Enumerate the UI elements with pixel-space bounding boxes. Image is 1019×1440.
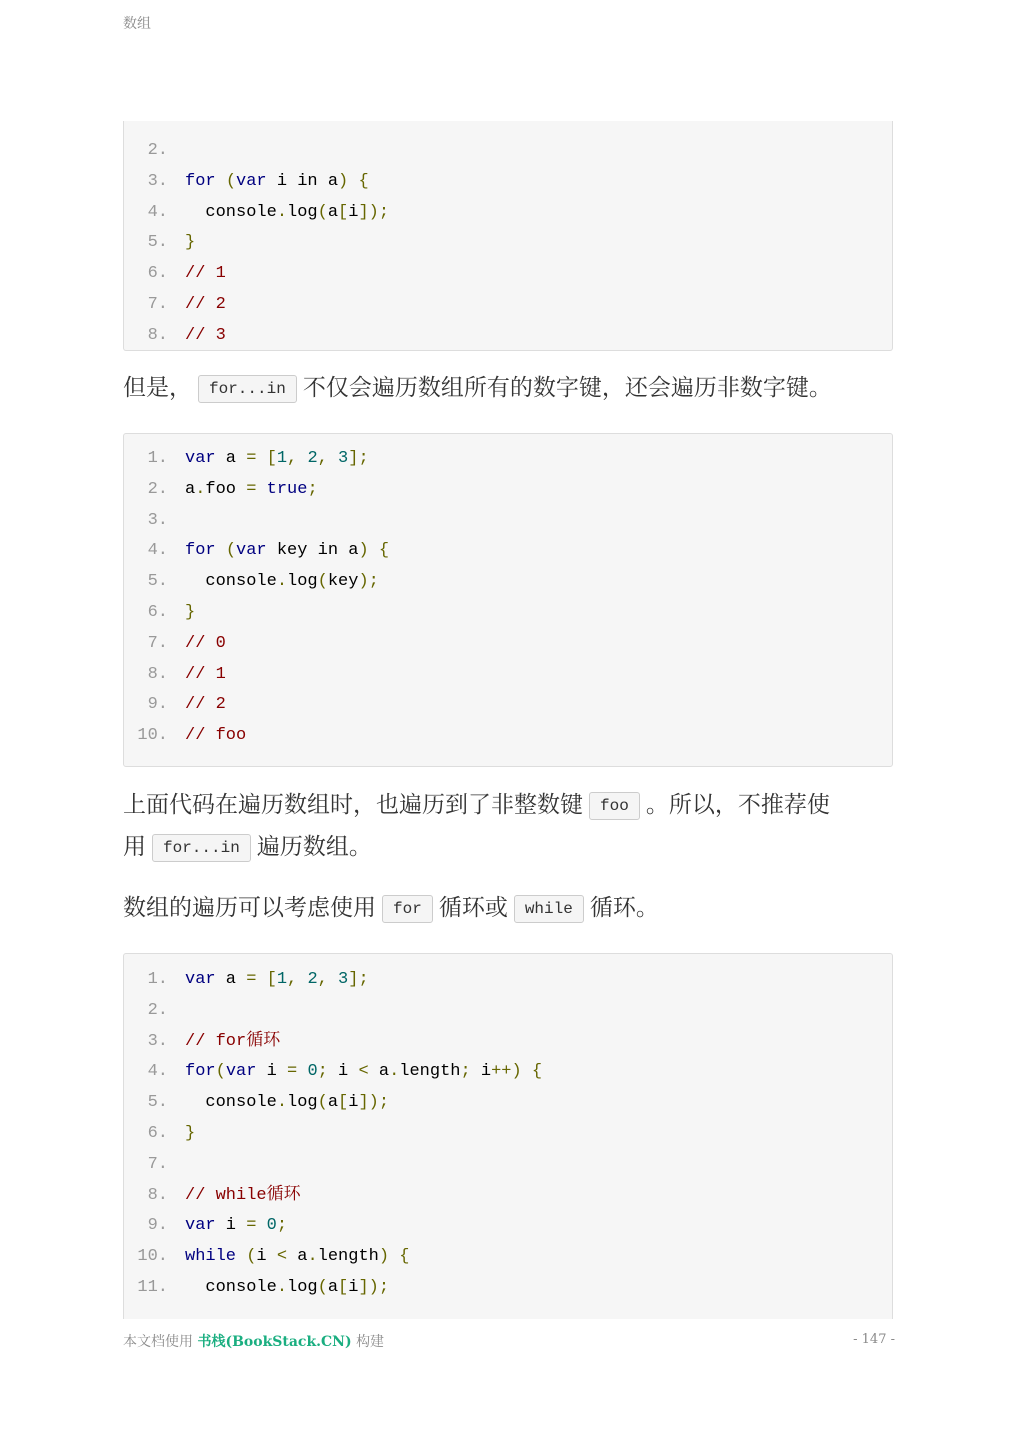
code-token: // 2 [185, 695, 226, 715]
code-token: console [185, 202, 277, 222]
code-token: , [287, 449, 298, 468]
code-token: // for循环 [185, 1031, 281, 1051]
code-token: log [287, 1278, 318, 1297]
code-token: i [256, 1062, 288, 1082]
code-text [185, 1211, 287, 1241]
paragraph [123, 887, 895, 929]
code-text [185, 660, 226, 690]
code-token [256, 970, 266, 989]
code-token: log [287, 572, 318, 592]
code-token: for [185, 1062, 216, 1082]
code-token: ; [307, 479, 318, 499]
line-number: 6. [147, 1124, 168, 1143]
inline-code: for...in [152, 834, 251, 862]
code-token [369, 541, 379, 560]
code-token: a [327, 202, 339, 222]
code-token: var [225, 1062, 257, 1082]
line-number: 8. [147, 1185, 168, 1205]
code-token: log [287, 1093, 318, 1113]
code-token: 0 [307, 1062, 318, 1082]
code-text [185, 721, 246, 751]
code-token: i [327, 1062, 359, 1082]
paragraph-text: 不仅会遍历数组所有的数字键，还会遍历非数字键。 [302, 375, 832, 401]
footer-suffix: 构建 [356, 1334, 385, 1350]
line-number: 4. [147, 541, 168, 561]
code-token: i [348, 1093, 359, 1113]
code-text [185, 475, 318, 505]
code-token: . [307, 1247, 318, 1267]
code-token [297, 970, 307, 989]
code-token: . [276, 1093, 288, 1113]
code-text [185, 1181, 301, 1211]
paragraph-text: 但是， [123, 375, 192, 401]
code-token: while [185, 1247, 237, 1267]
code-token: , [287, 970, 298, 989]
code-token: < [276, 1247, 288, 1267]
code-token: a [185, 479, 196, 499]
line-number: 4. [147, 1062, 168, 1082]
paragraph-text: 上面代码在遍历数组时，也遍历到了非整数键 [123, 792, 583, 818]
code-token: key [327, 572, 359, 592]
code-token: console [185, 1093, 277, 1113]
code-token: for [185, 171, 216, 191]
code-token: var [236, 541, 267, 561]
code-token: true [266, 479, 308, 499]
code-token: i [215, 1216, 247, 1236]
line-number: 5. [147, 1093, 168, 1113]
code-token: // 0 [185, 633, 226, 653]
code-token: [ [266, 449, 277, 468]
code-token: ( [246, 1247, 257, 1267]
code-token: ; [317, 1062, 328, 1082]
code-token: i [348, 202, 359, 222]
code-token: { [399, 1247, 410, 1267]
code-token: 2 [307, 449, 318, 468]
code-token: 1 [276, 970, 288, 989]
line-number: 6. [147, 603, 168, 622]
code-token: = [246, 449, 257, 468]
code-text [185, 567, 379, 597]
paragraph-text: 遍历数组。 [256, 834, 372, 860]
line-number: 2. [147, 1000, 168, 1020]
code-token [297, 1062, 307, 1081]
code-token: ]); [358, 1093, 390, 1113]
line-number: 9. [147, 1216, 168, 1236]
code-token: i in a [266, 171, 339, 191]
code-token: foo [205, 479, 247, 499]
code-token: } [185, 1124, 196, 1143]
line-number: 1. [147, 449, 168, 468]
code-token: < [358, 1062, 369, 1082]
code-token: console [185, 1278, 277, 1297]
code-text [185, 1119, 195, 1149]
code-text [185, 965, 369, 995]
code-token: ]); [358, 202, 390, 222]
code-token [389, 1247, 399, 1266]
paragraph-text: 循环。 [589, 895, 659, 921]
code-text [185, 1273, 389, 1303]
code-token: ( [317, 1278, 328, 1297]
line-number: 10. [137, 726, 168, 746]
code-text [185, 690, 226, 720]
line-number: 7. [147, 295, 168, 314]
page-header-title: 数组 [123, 16, 151, 32]
code-token: ]; [348, 970, 369, 989]
code-token: ( [215, 1062, 226, 1082]
code-token: a [215, 970, 247, 989]
code-token: [ [338, 202, 349, 222]
code-token: ( [317, 1093, 328, 1113]
code-text [185, 1242, 409, 1272]
code-token: . [276, 202, 288, 222]
code-token: console [185, 572, 277, 592]
code-token: , [317, 970, 328, 989]
code-token: var [185, 970, 216, 989]
code-block [123, 121, 893, 351]
code-token: . [389, 1062, 400, 1082]
code-token: = [246, 970, 257, 989]
code-token: ; [276, 1216, 288, 1236]
paragraph [123, 367, 895, 409]
paragraph [123, 784, 895, 868]
code-token: ( [225, 171, 237, 191]
inline-code: foo [589, 792, 640, 820]
code-token [216, 172, 226, 191]
code-token: length [399, 1062, 461, 1082]
code-block [123, 433, 893, 767]
line-number: 8. [147, 325, 168, 345]
code-token: // 1 [185, 664, 226, 684]
code-token: 0 [266, 1216, 277, 1236]
code-token: . [276, 1278, 288, 1297]
paragraph-text: 。所以，不推荐使 [645, 792, 830, 818]
code-token: key in a [266, 541, 359, 561]
code-block [123, 953, 893, 1319]
code-text [185, 629, 226, 659]
line-number: 2. [147, 479, 168, 499]
line-number: 5. [147, 233, 168, 253]
code-token: = [246, 1216, 257, 1236]
code-token: a [215, 449, 247, 468]
code-token [256, 1216, 266, 1235]
code-token: ( [225, 541, 237, 561]
code-text [185, 321, 226, 351]
line-number: 5. [147, 572, 168, 592]
code-token: // 3 [185, 325, 226, 345]
paragraph-text: 数组的遍历可以考虑使用 [123, 895, 376, 921]
code-token [522, 1062, 532, 1081]
line-number: 3. [147, 510, 168, 530]
code-token: // foo [185, 726, 247, 746]
code-token: { [378, 541, 390, 561]
line-number: 9. [147, 695, 168, 715]
code-token: var [185, 1216, 216, 1236]
code-text [185, 290, 226, 320]
footer-credit [123, 1331, 384, 1351]
code-token: [ [338, 1278, 349, 1297]
code-token: ) [338, 171, 349, 191]
line-number: 6. [147, 264, 168, 284]
code-token: var [236, 171, 267, 191]
line-number: 8. [147, 664, 168, 684]
code-token: a [327, 1093, 339, 1113]
footer-brand-link[interactable]: 书栈(BookStack.CN) [197, 1334, 352, 1350]
code-token [236, 1247, 246, 1266]
inline-code: for [382, 895, 433, 923]
code-token: 3 [338, 449, 349, 468]
code-token [256, 449, 266, 468]
code-token: [ [266, 970, 277, 989]
inline-code: while [514, 895, 584, 923]
line-number: 2. [147, 141, 168, 160]
code-token [216, 541, 226, 560]
code-token: ; [460, 1062, 471, 1082]
code-token: ( [317, 202, 328, 222]
code-token: a [327, 1278, 339, 1297]
code-token: [ [338, 1093, 349, 1113]
code-token: { [358, 171, 369, 191]
line-number: 3. [147, 1031, 168, 1051]
inline-code: for...in [198, 375, 297, 403]
line-number: 7. [147, 633, 168, 653]
code-token: { [531, 1062, 543, 1082]
line-number: 10. [137, 1247, 168, 1267]
code-token: = [287, 1062, 298, 1082]
code-token: ]); [358, 1278, 390, 1297]
code-token: ]; [348, 449, 369, 468]
code-token: ) [358, 541, 369, 561]
code-text [185, 228, 195, 258]
code-token: i [348, 1278, 359, 1297]
line-number: 3. [147, 171, 168, 191]
code-token: // 2 [185, 295, 226, 314]
code-token: a [287, 1247, 308, 1267]
code-token: , [317, 449, 328, 468]
code-text [185, 536, 389, 566]
line-number: 11. [137, 1278, 168, 1297]
code-token: i [470, 1062, 492, 1082]
code-token: = [246, 479, 257, 499]
code-token: // 1 [185, 264, 226, 284]
code-token [328, 970, 338, 989]
code-text [185, 598, 195, 628]
line-number: 4. [147, 202, 168, 222]
code-token: 1 [276, 449, 288, 468]
footer-prefix: 本文档使用 [123, 1334, 193, 1350]
page-number: - 147 - [853, 1332, 895, 1347]
code-token: . [195, 479, 206, 499]
code-text [185, 1088, 389, 1118]
code-text [185, 167, 369, 197]
code-token: 2 [307, 970, 318, 989]
paragraph-text: 用 [123, 834, 146, 860]
code-token: 3 [338, 970, 349, 989]
code-token: ); [358, 572, 379, 592]
line-number: 1. [147, 970, 168, 989]
code-token: i [256, 1247, 277, 1267]
code-token [328, 449, 338, 468]
code-token: ) [378, 1247, 390, 1267]
code-text [185, 444, 369, 474]
code-token: } [185, 233, 196, 253]
code-text [185, 1057, 542, 1087]
code-token: var [185, 449, 216, 468]
paragraph-text: 循环或 [438, 895, 508, 921]
code-token: ( [317, 572, 328, 592]
code-text [185, 1027, 280, 1057]
code-token: } [185, 603, 196, 622]
code-token: . [276, 572, 288, 592]
line-number: 7. [147, 1154, 168, 1174]
code-token [348, 172, 358, 191]
code-token: a [368, 1062, 390, 1082]
code-token [297, 449, 307, 468]
code-token: log [287, 202, 318, 222]
code-text [185, 198, 389, 228]
code-text [185, 259, 226, 289]
code-token: for [185, 541, 216, 561]
code-token [256, 480, 266, 499]
code-token: ++) [491, 1062, 522, 1082]
code-token: length [317, 1247, 379, 1267]
code-token: // while循环 [185, 1185, 301, 1205]
